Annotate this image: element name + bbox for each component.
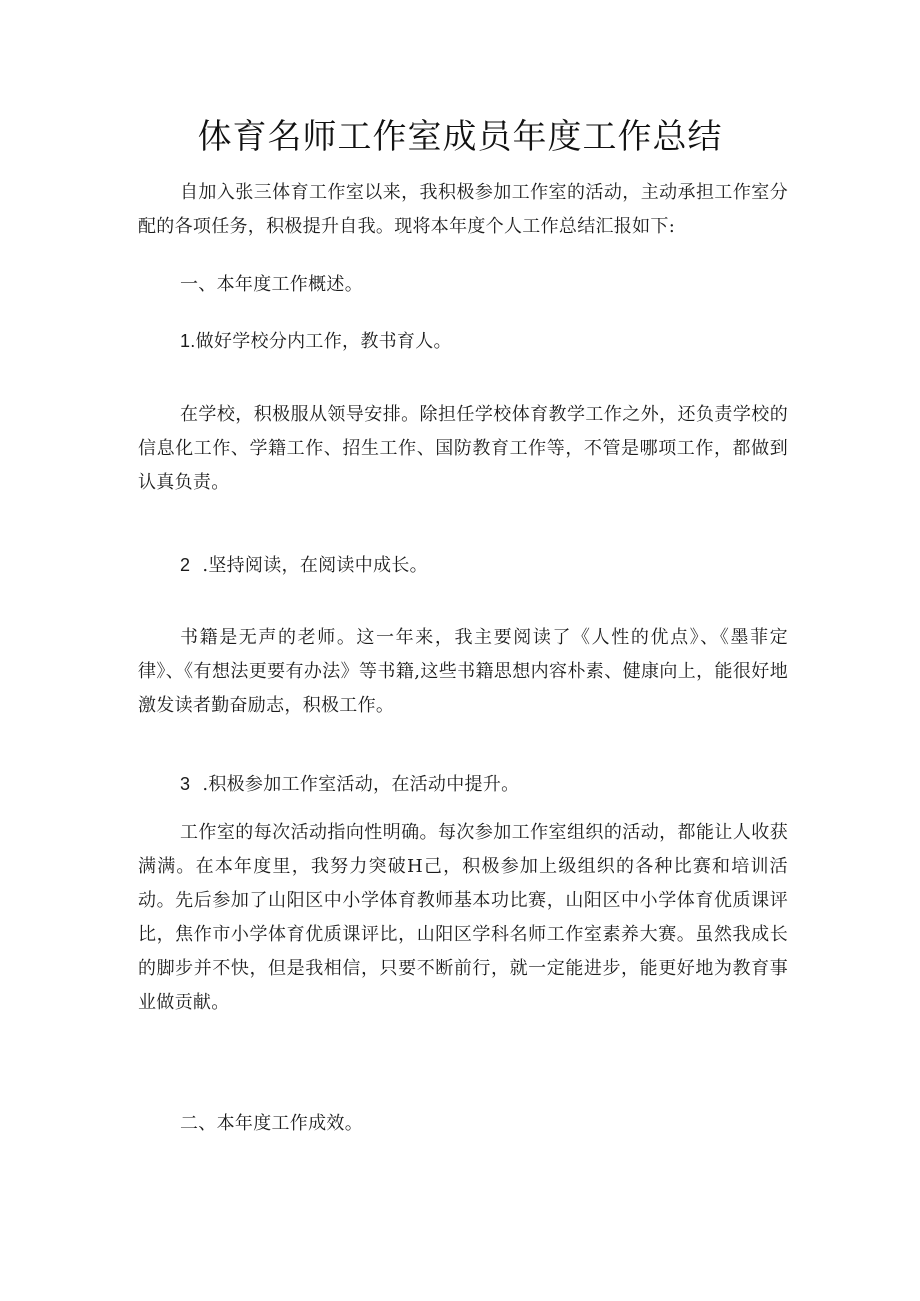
item1-number: 1. bbox=[180, 331, 196, 351]
section2-heading: 二、本年度工作成效。 bbox=[180, 1113, 363, 1134]
item2-number: 2 bbox=[180, 555, 191, 575]
document-title: 体育名师工作室成员年度工作总结 bbox=[197, 117, 723, 157]
item3-number: 3 bbox=[180, 774, 191, 794]
item1-paragraph: 在学校，积极服从领导安排。除担任学校体育教学工作之外，还负责学校的信息化工作、学籍工作、招生工作、国防教育工作等，不管是哪项工作，都做到认真负责。 bbox=[138, 404, 788, 493]
item3-paragraph: 工作室的每次活动指向性明确。每次参加工作室组织的活动，都能让人收获满满。在本年度里，我努力突破H己，积极参加上级组织的各种比赛和培训活动。先后参加了山阳区中小学体育教师基本功比赛，山阳区中小学体育优质课评比，焦作市小学体育优质课评比，山阳区学科名师工作室素养大赛。虽然我成长的脚步并不快，但是我相信，只要不断前行，就一定能进步，能更好地为教育事业做贡献。 bbox=[138, 822, 788, 1013]
item3-heading-line bbox=[180, 767, 519, 802]
item3-heading: .积极参加工作室活动，在活动中提升。 bbox=[202, 774, 520, 795]
intro-paragraph: 自加入张三体育工作室以来，我积极参加工作室的活动，主动承担工作室分配的各项任务，积极提升自我。现将本年度个人工作总结汇报如下: bbox=[138, 182, 788, 237]
item2-paragraph: 书籍是无声的老师。这一年来，我主要阅读了《人性的优点》、《墨菲定律》、《有想法更要有办法》等书籍,这些书籍思想内容朴素、健康向上，能很好地激发读者勤奋励志，积极工作。 bbox=[138, 627, 788, 716]
item2-heading: .坚持阅读，在阅读中成长。 bbox=[202, 555, 428, 576]
item1-heading: 做好学校分内工作，教书育人。 bbox=[195, 331, 452, 352]
item1-heading-line bbox=[180, 324, 452, 359]
item2-heading-line bbox=[180, 548, 428, 583]
section1-heading: 一、本年度工作概述。 bbox=[180, 274, 363, 295]
